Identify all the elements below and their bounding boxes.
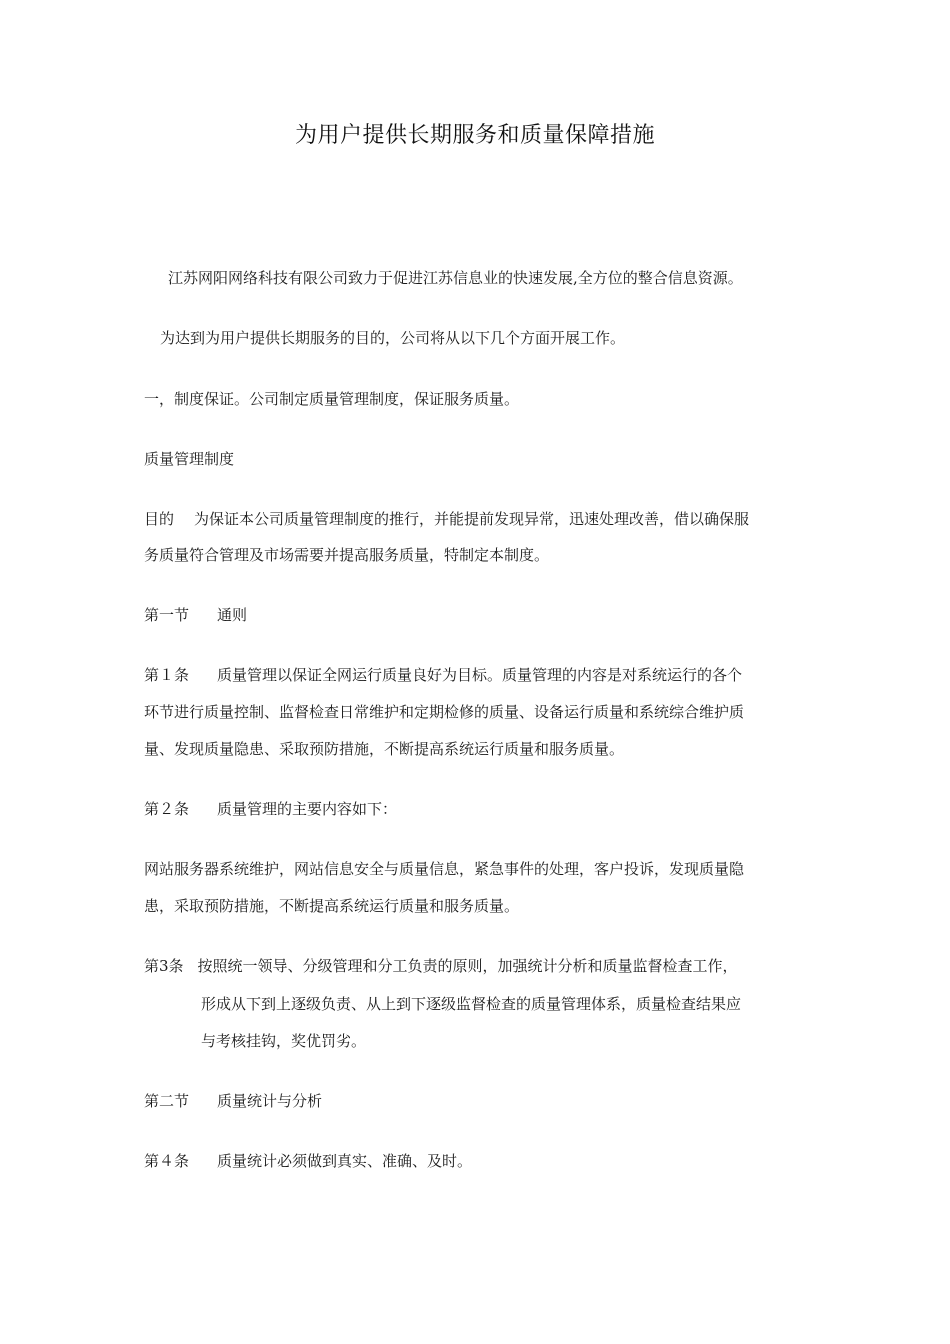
article-1-line-2: 环节进行质量控制、监督检查日常维护和定期检修的质量、设备运行质量和系统综合维护质	[144, 703, 745, 721]
intro-line-2: 为达到为用户提供长期服务的目的，公司将从以下几个方面开展工作。	[160, 329, 626, 347]
content-line-2: 患，采取预防措施，不断提高系统运行质量和服务质量。	[144, 897, 520, 915]
purpose-line-2: 务质量符合管理及市场需要并提高服务质量，特制定本制度。	[144, 546, 550, 564]
article-3-text-1: 按照统一领导、分级管理和分工负责的原则，加强统计分析和质量监督检查工作，	[197, 957, 738, 975]
article-4-text: 质量统计必须做到真实、准确、及时。	[217, 1152, 473, 1170]
article-3-line-3: 与考核挂钩，奖优罚劣。	[201, 1032, 367, 1050]
section-one-heading: 一，制度保证。公司制定质量管理制度，保证服务质量。	[144, 390, 520, 408]
article-1-text-1: 质量管理以保证全网运行质量良好为目标。质量管理的内容是对系统运行的各个	[217, 666, 743, 684]
chapter-1-heading	[144, 605, 247, 625]
article-1-label: 第１条	[144, 666, 190, 684]
chapter-1-title: 通则	[217, 606, 248, 624]
chapter-2-label: 第二节	[144, 1092, 190, 1110]
article-3-line-1	[144, 956, 738, 976]
subtitle-quality-system: 质量管理制度	[144, 450, 235, 468]
chapter-2-heading	[144, 1091, 322, 1111]
article-2-label: 第２条	[144, 800, 190, 818]
chapter-1-label: 第一节	[144, 606, 190, 624]
article-1-line-1	[144, 665, 742, 685]
article-2-text: 质量管理的主要内容如下：	[217, 800, 398, 818]
article-3-line-2: 形成从下到上逐级负责、从上到下逐级监督检查的质量管理体系，质量检查结果应	[201, 995, 742, 1013]
chapter-2-title: 质量统计与分析	[217, 1092, 323, 1110]
intro-line-1: 江苏网阳网络科技有限公司致力于促进江苏信息业的快速发展,全方位的整合信息资源。	[168, 269, 743, 287]
article-1-line-3: 量、发现质量隐患、采取预防措施，不断提高系统运行质量和服务质量。	[144, 740, 625, 758]
document-title: 为用户提供长期服务和质量保障措施	[294, 123, 655, 148]
article-4-label: 第４条	[144, 1152, 190, 1170]
purpose-label: 目的	[144, 510, 175, 528]
article-2-heading	[144, 799, 397, 819]
article-4-heading	[144, 1151, 472, 1171]
purpose-text-1: 为保证本公司质量管理制度的推行，并能提前发现异常，迅速处理改善，借以确保服	[194, 510, 750, 528]
content-line-1: 网站服务器系统维护，网站信息安全与质量信息，紧急事件的处理，客户投诉，发现质量隐	[144, 860, 745, 878]
article-3-label: 第3条	[144, 957, 184, 975]
purpose-line-1	[144, 509, 749, 529]
